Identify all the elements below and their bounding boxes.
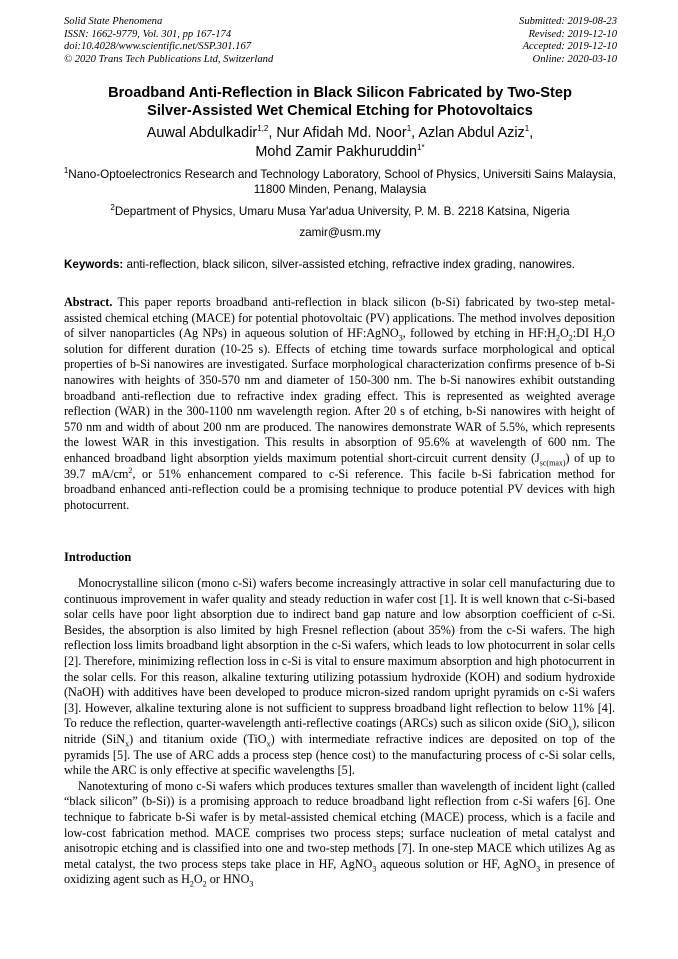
abstract-text: , or 51% enhancement compared to c-Si reference. This facile b-Si fabrication method for broadband enhanced anti-reflection could be a promising technique to produce potential PV devices with high photocurrent. (64, 466, 615, 512)
affiliation-text: Nano-Optoelectronics Research and Technology Laboratory, School of Physics, Universiti Sains Malaysia, 11800 Minden, Penang, Malaysia (68, 168, 617, 197)
author-list (60, 124, 620, 161)
body-text: Monocrystalline silicon (mono c-Si) wafers become increasingly attractive in solar cell manufacturing due to continuous improvement in wafer quality and steady reduction in wafer cost [1]. It is well known that c-Si-based solar cells have poor light absorption due to indirect band gap nature and low absorption coefficient of c-Si. Besides, the absorption is also limited by high Fresnel reflection (about 35%) from the c-Si wafers. The high reflection loss limits broadband light absorption in the c-Si wafers, which leads to low photocurrent in solar cells [2]. Therefore, minimizing reflection loss in c-Si is vital to ensure maximum absorption and high photocurrent in the solar cells. For this reason, alkaline texturing utilizing potassium hydroxide (KOH) and sodium hydroxide (NaOH) with additives have been developed to produce micron-sized random upright pyramids on c-Si wafers [3]. However, alkaline texturing alone is not sufficient to suppress broadband light reflection to below 11% [4]. To reduce the reflection, quarter-wavelength anti-reflective coatings (ARCs) such as silicon oxide (SiO (64, 576, 615, 731)
affiliation-text: Department of Physics, Umaru Musa Yar'adua University, P. M. B. 2218 Katsina, Nigeria (114, 205, 570, 218)
journal-issn: ISSN: 1662-9779, Vol. 301, pp 167-174 (64, 28, 232, 40)
body-text: ) with intermediate refractive indices are deposited on top of the pyramids [5]. The use of ARC adds a process step (hence cost) to the manufacturing process of c-Si solar cells, while the ARC is only effective at specific wavelengths [5]. (64, 731, 615, 778)
author-name: Auwal Abdulkadir (146, 125, 258, 141)
affiliation-number: 2 (110, 203, 115, 213)
intro-paragraph-2 (64, 779, 615, 888)
body-text: aqueous solution or HF, AgNO (376, 856, 537, 871)
keywords (64, 258, 624, 272)
author-name: Mohd Zamir Pakhuruddin (255, 143, 417, 160)
subscript: sc(max) (539, 458, 566, 468)
author-affil-mark: 1 (524, 124, 530, 134)
abstract-text: O solution for different duration (10-25 s). Effects of etching time towards surface morphological and optical properties of b-Si nanowires are investigated. Surface morphological characterization confirms presence of b-Si nanowires with heights of 350-570 nm and diameter of 150-300 nm. The b-Si nanowires exhibit outstanding broadband anti-reflection due to refractive index grading effect. This is represented as weighted average reflection (WAR) in the 300-1100 nm wavelength region. After 20 s of etching, b-Si nanowires with height of 570 nm and width of about 200 nm are produced. The nanowires demonstrate WAR of 5.5%, which represents the lowest WAR in this investigation. This results in absorption of 95.6% at wavelength of 600 nm. The enhanced broadband light absorption yields maximum potential short-circuit current density (J (64, 326, 615, 465)
corresponding-email[interactable]: zamir@usm.my (299, 226, 381, 239)
subscript: x (266, 739, 271, 749)
subscript: 3 (536, 864, 541, 874)
author-name: Nur Afidah Md. Noor (276, 125, 407, 141)
author-affil-mark: 1 (406, 124, 412, 134)
author-affil-mark: 1* (417, 142, 425, 152)
abstract-text: :DI H (572, 326, 603, 341)
keywords-text: anti-reflection, black silicon, silver-assisted etching, refractive index grading, nanowires. (126, 258, 576, 271)
abstract-text: O (559, 326, 569, 341)
title-line-2: Silver-Assisted Wet Chemical Etching for Photovoltaics (147, 103, 533, 119)
subscript: 2 (602, 333, 607, 343)
superscript: 2 (128, 465, 133, 475)
paper-title (60, 84, 620, 120)
subscript: 3 (372, 864, 377, 874)
date-online: Online: 2020-03-10 (532, 53, 617, 65)
subscript: 3 (398, 333, 403, 343)
abstract-label: Abstract. (64, 295, 113, 309)
keywords-label: Keywords: (64, 258, 124, 271)
affiliation-1 (60, 167, 620, 198)
author-line-2 (60, 143, 620, 162)
subscript: 2 (202, 879, 207, 889)
subscript: 3 (249, 879, 254, 889)
body-text: O (193, 872, 203, 887)
body-text: ), silicon nitride (SiN (64, 716, 615, 746)
journal-doi: doi:10.4028/www.scientific.net/SSP.301.167 (64, 41, 252, 53)
affiliation-number: 1 (63, 166, 69, 176)
subscript: 2 (555, 333, 560, 343)
subscript: 2 (568, 333, 573, 343)
author-line-1: Auwal Abdulkadir$^{1,2}$, Nur Afidah Md. Noor$^1$, Azlan Abdul Aziz$^1$, (146, 124, 534, 141)
abstract-text: , followed by etching in HF:H (402, 326, 556, 341)
subscript: x (125, 739, 130, 749)
abstract-text: ) of up to 39.7 mA/cm (64, 450, 615, 481)
body-text: Nanotexturing of mono c-Si wafers which produces textures smaller than wavelength of incident light (called “black silicon” (b-Si)) is a promising approach to reduce broadband light reflection from c-Si wafers [6]. One technique to fabricate b-Si wafer is by metal-assisted chemical etching (MACE) process, which is a facile and low-cost fabrication method. MACE comprises two process steps; surface nucleation of metal catalyst and anisotropic etching and is classified into one and two-step methods [7]. In one-step MACE which utilizes Ag as metal catalyst, the two process steps take place in HF, AgNO (64, 778, 615, 871)
journal-meta (64, 16, 364, 66)
body-text: in presence of oxidizing agent such as H (64, 856, 615, 887)
subscript: 2 (189, 879, 194, 889)
introduction-body (64, 576, 615, 888)
affiliation-2 (60, 204, 620, 219)
subscript: x (568, 723, 573, 733)
abstract (64, 295, 615, 513)
abstract-text: This paper reports broadband anti-reflection in black silicon (b-Si) fabricated by two-step metal-assisted chemical etching (MACE) for potential photovoltaic (PV) applications. The method involves deposition of silver nanoparticles (Ag NPs) in aqueous solution of HF:AgNO (64, 295, 615, 341)
section-heading-introduction: Introduction (64, 550, 132, 564)
publication-dates (377, 16, 617, 66)
author-affil-mark: 1,2 (257, 124, 269, 134)
date-revised: Revised: 2019-12-10 (528, 28, 617, 40)
body-text: or HNO (206, 872, 250, 887)
author-name: Azlan Abdul Aziz (418, 125, 525, 141)
date-accepted: Accepted: 2019-12-10 (522, 41, 617, 53)
body-text: ) and titanium oxide (TiO (129, 731, 267, 746)
intro-paragraph-1 (64, 576, 615, 779)
journal-name: Solid State Phenomena (64, 16, 163, 27)
journal-copyright: © 2020 Trans Tech Publications Ltd, Switzerland (64, 53, 274, 65)
date-submitted: Submitted: 2019-08-23 (519, 16, 617, 27)
title-line-1: Broadband Anti-Reflection in Black Silicon Fabricated by Two-Step (108, 85, 572, 101)
